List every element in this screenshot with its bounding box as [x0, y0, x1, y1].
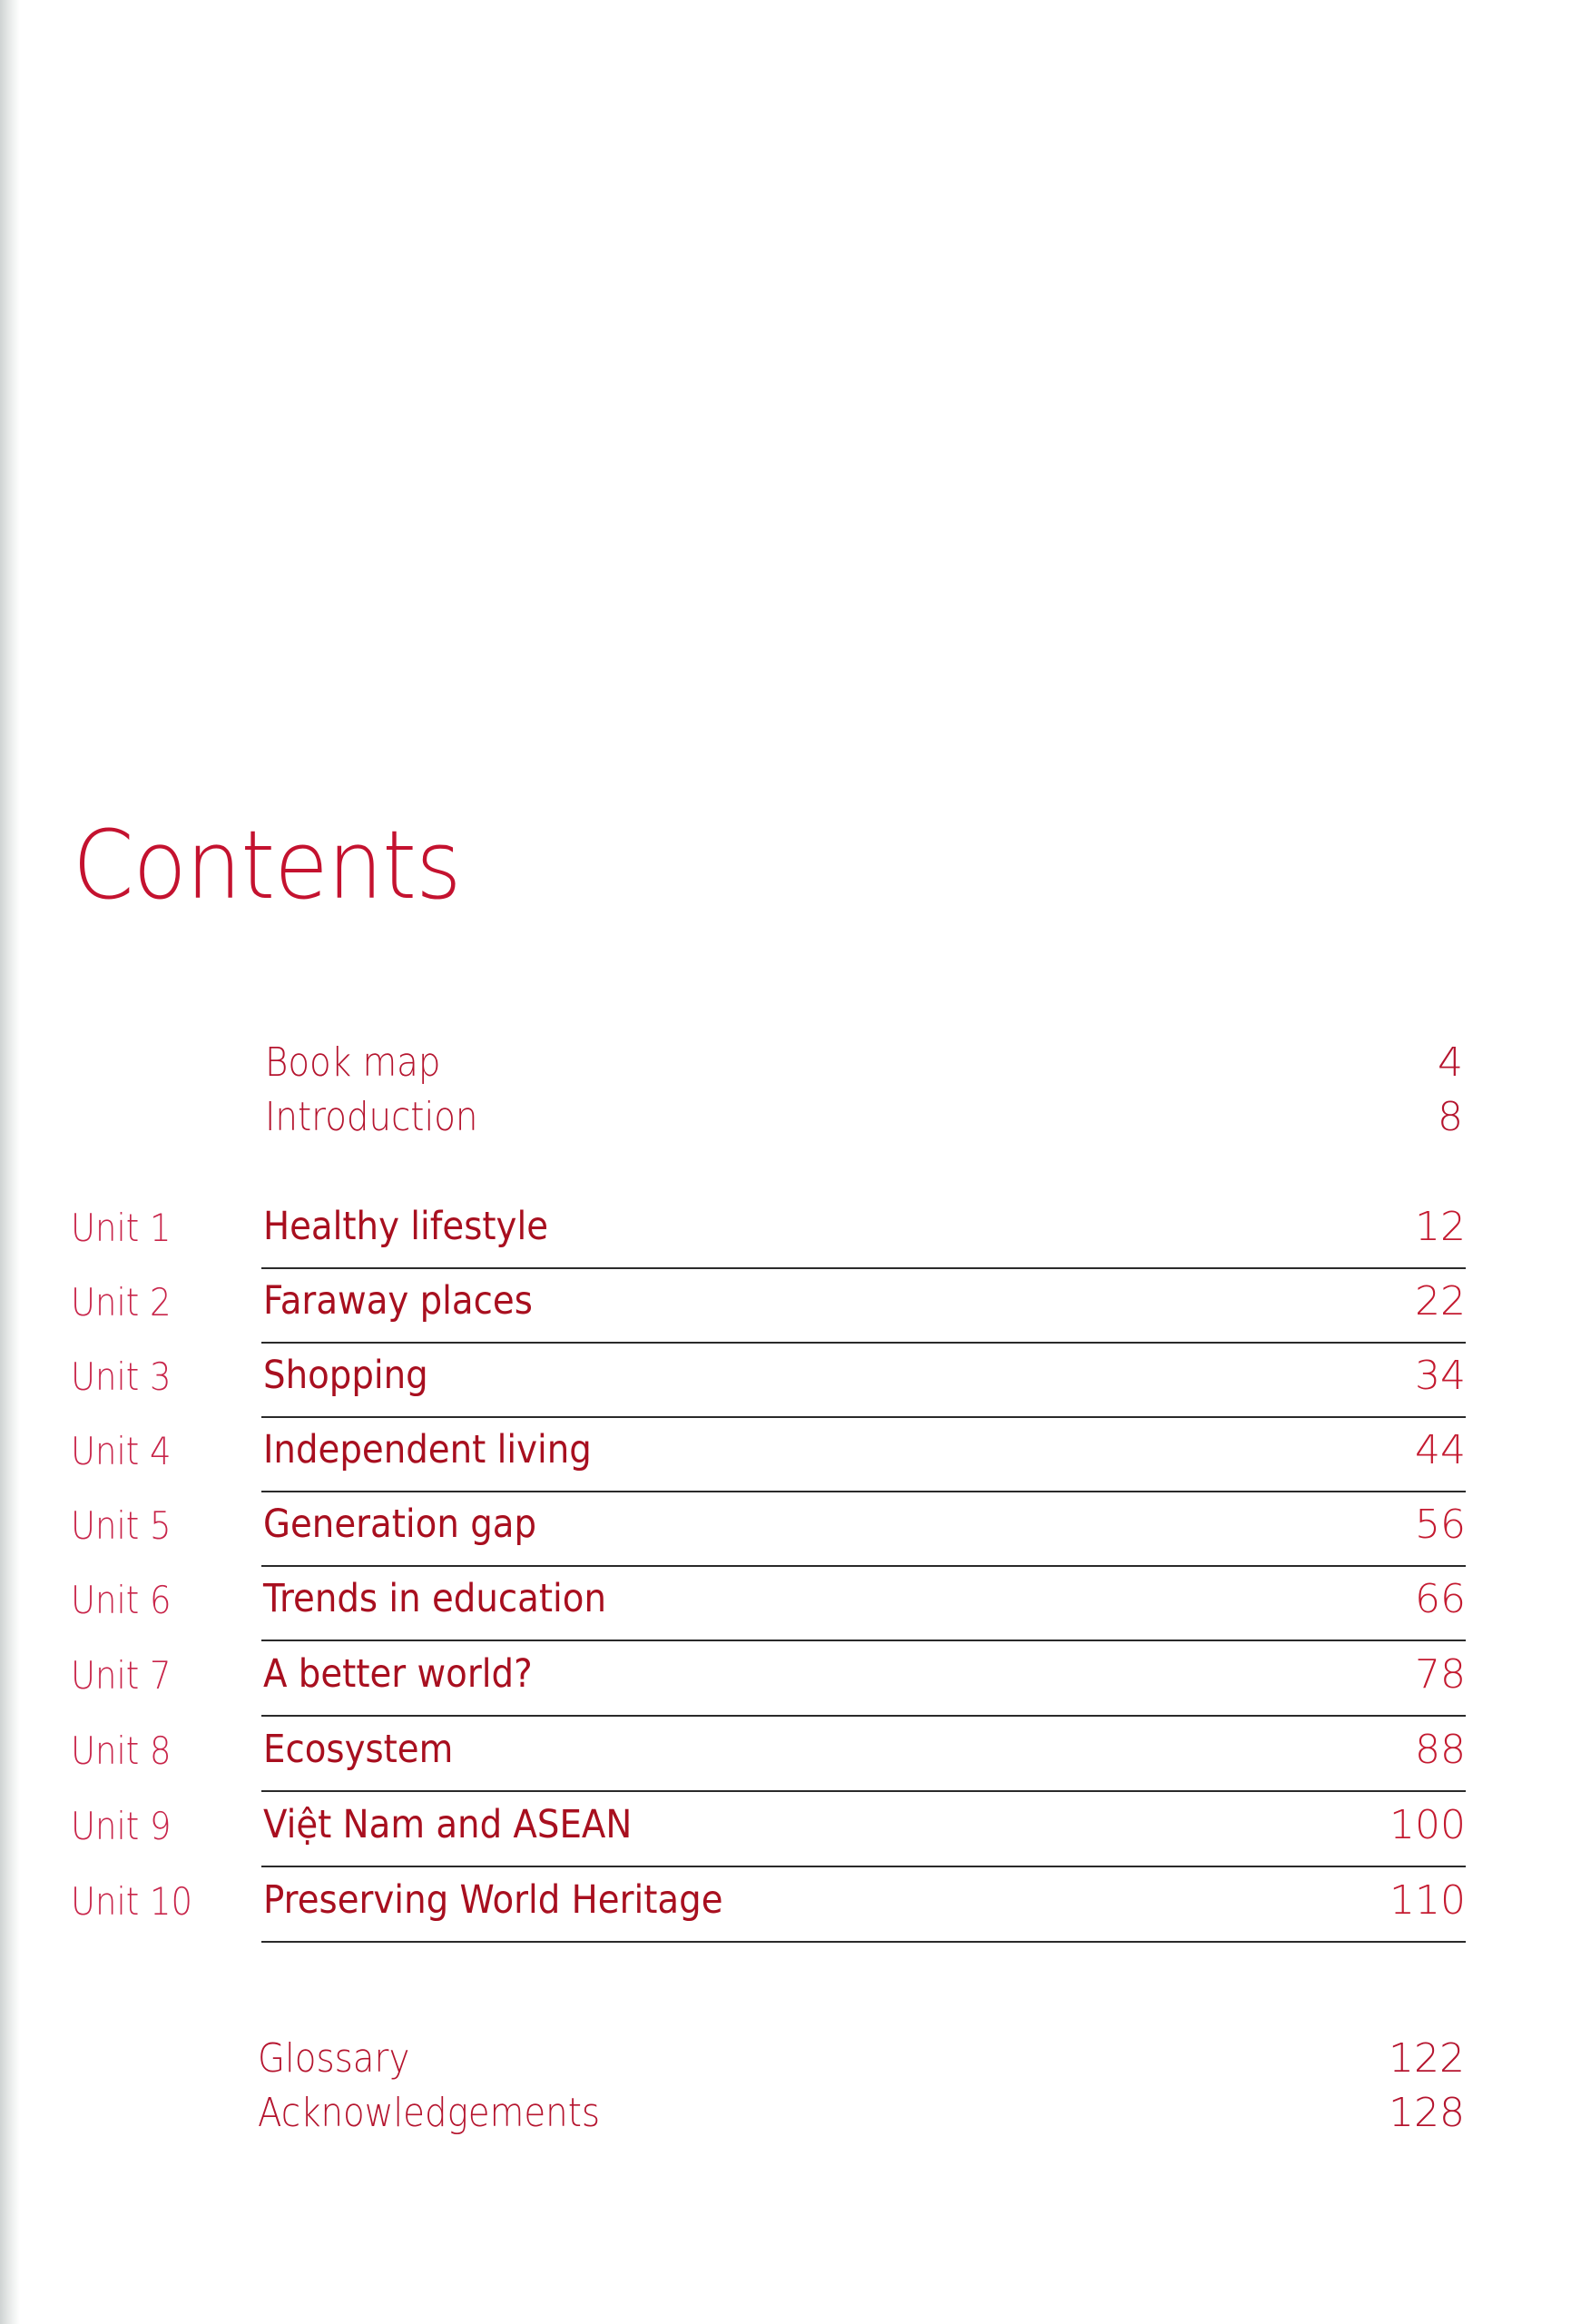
toc-entry-acknowledgements[interactable]: [258, 2085, 1465, 2140]
toc-entry-label: Glossary: [258, 2034, 410, 2082]
divider: [261, 1790, 1466, 1792]
unit-title: Shopping: [263, 1353, 428, 1398]
unit-title: Generation gap: [263, 1502, 537, 1547]
unit-number: Unit 2: [71, 1280, 172, 1324]
toc-entry-page: 4: [1438, 1039, 1463, 1086]
toc-unit-row[interactable]: [64, 1870, 1466, 1945]
unit-page: 78: [1415, 1651, 1466, 1698]
unit-title: A better world?: [263, 1651, 533, 1697]
toc-unit-row[interactable]: [64, 1569, 1466, 1643]
divider: [261, 1715, 1466, 1717]
divider: [261, 1342, 1466, 1344]
divider: [261, 1941, 1466, 1943]
unit-page: 100: [1389, 1802, 1466, 1848]
toc-entry-page: 122: [1389, 2034, 1465, 2082]
unit-title: Preserving World Heritage: [263, 1877, 723, 1923]
unit-number: Unit 7: [71, 1653, 172, 1698]
unit-page: 12: [1415, 1204, 1466, 1250]
divider: [261, 1267, 1466, 1269]
toc-unit-row[interactable]: [64, 1271, 1466, 1345]
unit-number: Unit 8: [71, 1728, 172, 1773]
toc-entry-book-map[interactable]: [265, 1035, 1463, 1089]
toc-unit-row[interactable]: [64, 1644, 1466, 1718]
unit-page: 88: [1415, 1727, 1466, 1773]
unit-number: Unit 9: [71, 1804, 172, 1848]
unit-number: Unit 4: [71, 1429, 172, 1473]
unit-title: Independent living: [263, 1427, 592, 1472]
divider: [261, 1565, 1466, 1567]
toc-unit-row[interactable]: [64, 1196, 1466, 1271]
unit-number: Unit 10: [71, 1879, 193, 1924]
unit-number: Unit 6: [71, 1578, 172, 1622]
unit-title: Trends in education: [263, 1576, 606, 1621]
unit-number: Unit 3: [71, 1354, 172, 1399]
toc-entry-introduction[interactable]: [265, 1089, 1463, 1144]
divider: [261, 1640, 1466, 1641]
toc-unit-row[interactable]: [64, 1345, 1466, 1420]
unit-title: Ecosystem: [263, 1727, 454, 1772]
unit-page: 56: [1415, 1502, 1466, 1548]
unit-title: Việt Nam and ASEAN: [263, 1802, 633, 1847]
toc-entry-page: 8: [1438, 1093, 1463, 1140]
toc-entry-glossary[interactable]: [258, 2031, 1465, 2085]
toc-entry-label: Introduction: [265, 1093, 478, 1140]
toc-unit-row[interactable]: [64, 1420, 1466, 1494]
unit-page: 22: [1415, 1278, 1466, 1324]
unit-page: 44: [1415, 1427, 1466, 1473]
page-edge-shadow: [0, 0, 20, 2324]
unit-page: 34: [1415, 1353, 1466, 1399]
toc-unit-row[interactable]: [64, 1494, 1466, 1569]
toc-unit-row[interactable]: [64, 1719, 1466, 1794]
unit-page: 66: [1415, 1576, 1466, 1622]
divider: [261, 1416, 1466, 1418]
divider: [261, 1491, 1466, 1492]
toc-unit-row[interactable]: [64, 1795, 1466, 1869]
divider: [261, 1866, 1466, 1867]
unit-title: Faraway places: [263, 1278, 533, 1324]
toc-entry-label: Book map: [265, 1039, 441, 1086]
unit-title: Healthy lifestyle: [263, 1204, 549, 1249]
unit-number: Unit 1: [71, 1206, 172, 1250]
unit-page: 110: [1389, 1877, 1466, 1924]
toc-entry-label: Acknowledgements: [258, 2089, 601, 2136]
toc-entry-page: 128: [1389, 2089, 1465, 2136]
unit-number: Unit 5: [71, 1503, 172, 1548]
page-title: Contents: [73, 810, 461, 921]
